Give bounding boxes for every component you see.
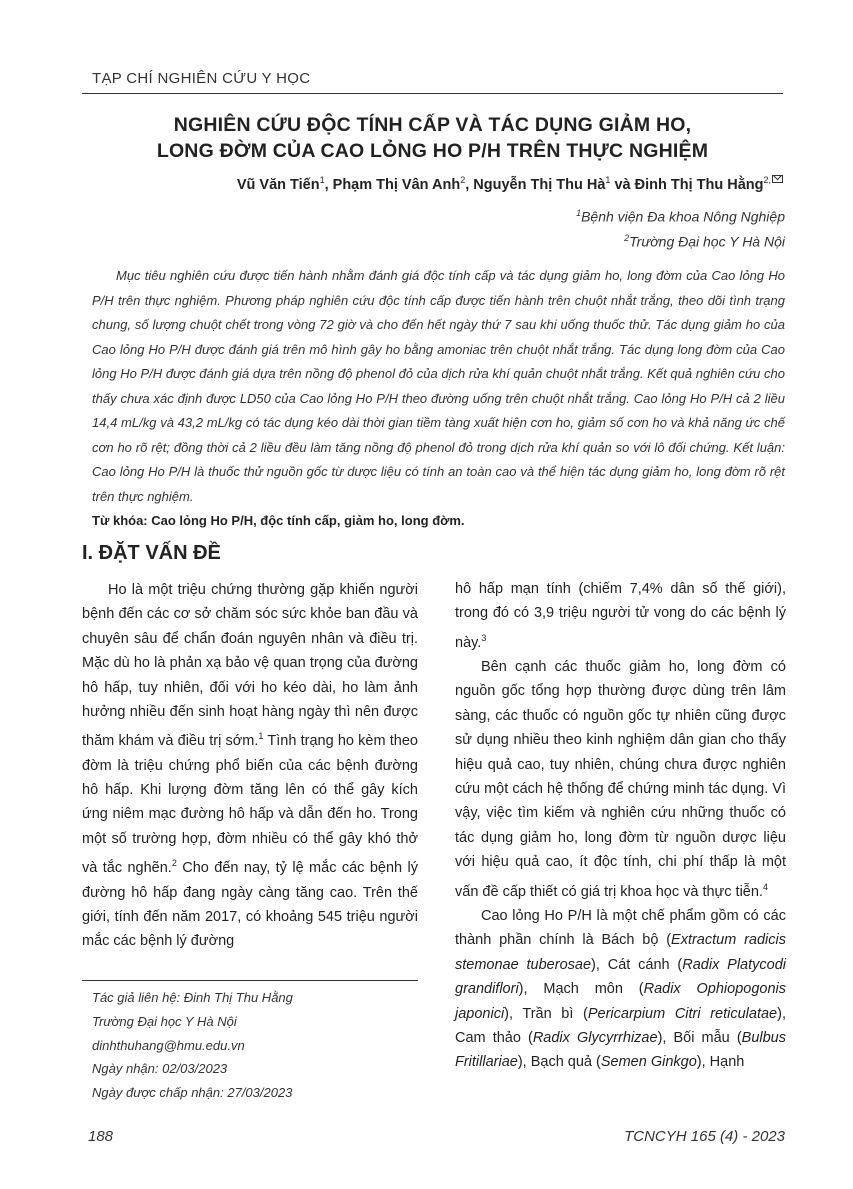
article-title [82, 112, 783, 164]
abstract: Mục tiêu nghiên cứu được tiến hành nhằm đánh giá độc tính cấp và tác dụng giảm ho, long đờm của Cao lỏng Ho P/H trên thực nghiệm. Phương pháp nghiên cứu độc tính cấp được tiến hành trên chuột nhắt trắng, theo dõi tình trạng chung, số lượng chuột chết trong vòng 72 giờ và cho đến hết ngày thứ 7 sau khi uống thuốc thử. Tác dụng giảm ho của Cao lỏng Ho P/H được đánh giá trên mô hình gây ho bằng amoniac trên chuột nhắt trắng. Tác dụng long đờm của Cao lỏng Ho P/H được đánh giá dựa trên nồng độ phenol đỏ của dịch rửa khí quản chuột nhắt trắng. Kết quả nghiên cứu cho thấy chưa xác định được LD50 của Cao lỏng Ho P/H theo đường uống trên chuột nhắt trắng. Cao lỏng Ho P/H cả 2 liều 14,4 mL/kg và 43,2 mL/kg có tác dụng kéo dài thời gian tiềm tàng xuất hiện cơn ho, giảm số cơn ho và khả năng ức chế cơn ho rõ rệt; đồng thời cả 2 liều đều làm tăng nồng độ phenol đỏ trong dịch rửa khí quản so với lô đối chứng. Kết luận: Cao lỏng Ho P/H là thuốc thử nguồn gốc từ dược liệu có tính an toàn cao và thể hiện tác dụng giảm ho, long đờm rõ rệt trên thực nghiệm. [92, 268, 785, 504]
contact-email[interactable]: dinhthuhang@hmu.edu.vn [92, 1037, 245, 1053]
right-column [455, 577, 786, 1075]
paragraph: Cao lỏng Ho P/H là một chế phẩm gồm có các thành phần chính là Bách bộ (Extractum radicis stemonae tuberosae), Cát cánh (Radix Platycodi grandiflori), Mạch môn (Radix Ophiopogonis japonici), Trần bì (Pericarpium Citri reticulatae), Cam thảo (Radix Glycyrrhizae), Bối mẫu (Bulbus Fritillariae), Bạch quả (Semen Ginkgo), Hạnh [455, 907, 787, 1071]
contact-org: Trường Đại học Y Hà Nội [92, 1013, 237, 1029]
accepted-date: Ngày được chấp nhận: 27/03/2023 [92, 1085, 293, 1101]
paragraph: hô hấp mạn tính (chiếm 7,4% dân số thế giới), trong đó có 3,9 triệu người tử vong do các bệnh lý này.$^3$ [455, 581, 786, 651]
author-1: Vũ Văn Tiến [236, 176, 320, 193]
header-rule [82, 93, 783, 94]
title-line-2: LONG ĐỜM CỦA CAO LỎNG HO P/H TRÊN THỰC NGHIỆM [156, 140, 709, 162]
author-4: và Đinh Thị Thu Hằng [610, 176, 764, 193]
correspondence-footnote [92, 986, 422, 1105]
author-3: , Nguyễn Thị Thu Hà [465, 176, 606, 193]
title-line-1: NGHIÊN CỨU ĐỘC TÍNH CẤP VÀ TÁC DỤNG GIẢM HO, [173, 114, 692, 136]
affiliation-1: $^1$Bệnh viện Đa khoa Nông Nghiệp [576, 208, 785, 225]
section-heading: I. ĐẶT VẤN ĐỀ [82, 542, 221, 564]
envelope-icon [772, 175, 783, 183]
received-date: Ngày nhận: 02/03/2023 [92, 1061, 228, 1077]
journal-reference: TCNCYH 165 (4) - 2023 [624, 1128, 785, 1145]
author-list: Vũ Văn Tiến$^1$, Phạm Thị Vân Anh$^2$, Nguyễn Thị Thu $Hà^1$ và Đinh Thị Thu Hằng$^{2,}$ [82, 175, 783, 193]
footnote-rule [82, 980, 418, 981]
journal-name: TẠP CHÍ NGHIÊN CỨU Y HỌC [92, 70, 311, 87]
author-2: , Phạm Thị Vân Anh [324, 176, 461, 193]
paragraph: Bên cạnh các thuốc giảm ho, long đờm có nguồn gốc tổng hợp thường được dùng trên lâm sàng, các thuốc có nguồn gốc tự nhiên cũng được sử dụng nhiều theo kinh nghiệm dân gian cho thấy hiệu quả cao, tuy nhiên, chúng chưa được nghiên cứu một cách hệ thống để chứng minh tác dụng. Vì vậy, việc tìm kiếm và nghiên cứu những thuốc có tác dụng giảm ho, long đờm từ nguồn dược liệu với hiệu quả cao, ít độc tính, chi phí thấp là một vấn đề cấp thiết có giá trị khoa học và thực tiễn.$^4$ [455, 659, 786, 900]
affiliation-2: $^2$Trường Đại học Y Hà Nội [624, 233, 785, 250]
left-column [82, 578, 418, 954]
contact-author: Tác giả liên hệ: Đinh Thị Thu Hằng [92, 990, 293, 1005]
paragraph: Ho là một triệu chứng thường gặp khiến người bệnh đến các cơ sở chăm sóc sức khỏe ban đầu và chuyên sâu để chẩn đoán nguyên nhân và điều trị. Mặc dù ho là phản xạ bảo vệ quan trọng của đường hô hấp, tuy nhiên, đối với ho kéo dài, ho làm ảnh hưởng nhiều đến sinh hoạt hàng ngày thì nên được thăm khám và điều trị sớm.$^1$ Tình trạng ho kèm theo đờm là triệu chứng phổ biến của các bệnh đường hô hấp. Khi lượng đờm tăng lên có thể gây kích ứng niêm mạc đường hô hấp và dẫn đến ho. Trong một số trường hợp, đờm nhiều có thể gây khó thở và tắc nghẽn.$^2$ Cho đến nay, tỷ lệ mắc các bệnh lý đường hô hấp đang ngày càng tăng cao. Trên thế giới, tính đến năm 2017, có khoảng 545 triệu người mắc các bệnh lý đường [82, 582, 418, 950]
page-number: 188 [88, 1128, 114, 1145]
keywords: Từ khóa: Cao lỏng Ho P/H, độc tính cấp, giảm ho, long đờm. [92, 513, 465, 528]
